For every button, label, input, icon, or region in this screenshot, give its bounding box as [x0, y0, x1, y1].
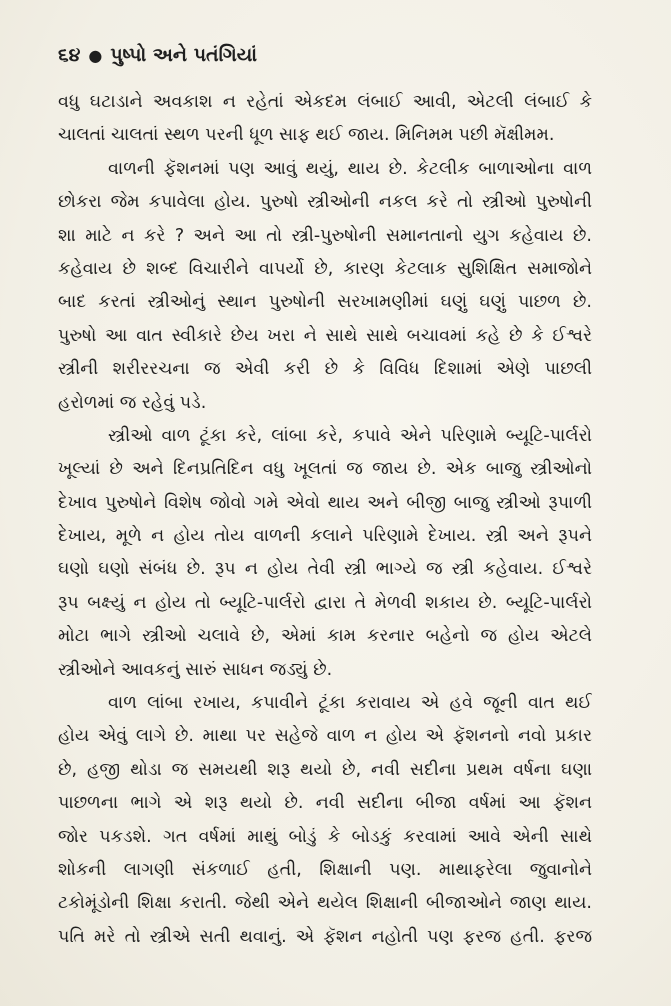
text-line: શા માટે ન કરે ? અને આ તો સ્ત્રી-પુરુષોની સમાનતાનો યુગ કહેવાય છે. — [58, 225, 592, 246]
text-line: હોય એવું લાગે છે. માથા પર સહેજે વાળ ન હોય એ ફૅશનનો નવો પ્રકાર — [58, 726, 592, 747]
page-header — [58, 44, 257, 66]
text-line: પુરુષો આ વાત સ્વીકારે છેય ખરા ને સાથે સાથે બચાવમાં કહે છે કે ઈશ્વરે — [58, 325, 592, 346]
text-line: ખૂલ્યાં છે અને દિનપ્રતિદિન વધુ ખૂલતાં જ જાય છે. એક બાજુ સ્ત્રીઓનો — [58, 459, 592, 480]
text-line: વાળની ફૅશનમાં પણ આવું થયું, થાય છે. કેટલીક બાળાઓના વાળ — [108, 158, 592, 179]
paragraph — [58, 420, 592, 687]
body-text — [58, 86, 592, 954]
text-line: પાછળના ભાગે એ શરૂ થયો છે. નવી સદીના બીજા વર્ષમાં આ ફૅશન — [58, 793, 592, 814]
text-line: દેખાય, મૂળે ન હોય તોય વાળની કલાને પરિણામે દેખાય. સ્ત્રી અને રૂપને — [58, 526, 592, 547]
text-line: શોકની લાગણી સંકળાઈ હતી, શિક્ષાની પણ. માથાફરેલા જુવાનોને — [58, 859, 592, 880]
text-line: ઘણો ઘણો સંબંધ છે. રૂપ ન હોય તેવી સ્ત્રી ભાગ્યે જ સ્ત્રી કહેવાય. ઈશ્વરે — [58, 559, 592, 580]
text-line: છોકરા જેમ કપાવેલા હોય. પુરુષો સ્ત્રીઓની નકલ કરે તો સ્ત્રીઓ પુરુષોની — [58, 192, 592, 213]
text-line: હરોળમાં જ રહેવું પડે. — [58, 392, 207, 413]
text-line: ચાલતાં ચાલતાં સ્થળ પરની ધૂળ સાફ થઈ જાય. મિનિમમ પછી મૅક્ષીમમ. — [58, 125, 555, 146]
page-number: ૬૪ — [58, 44, 81, 66]
text-line: સ્ત્રીની શરીરરચના જ એવી કરી છે કે વિવિધ દિશામાં એણે પાછલી — [58, 359, 592, 380]
text-line: દેખાવ પુરુષોને વિશેષ જોવો ગમે એવો થાય અને બીજી બાજુ સ્ત્રીઓ રૂપાળી — [58, 492, 592, 513]
header-bullet: ● — [88, 46, 103, 65]
text-line: વધુ ઘટાડાને અવકાશ ન રહેતાં એકદમ લંબાઈ આવી, એટલી લંબાઈ કે — [58, 92, 592, 112]
text-line: મોટા ભાગે સ્ત્રીઓ ચલાવે છે, એમાં કામ કરનાર બહેનો જ હોય એટલે — [58, 626, 592, 647]
paragraph — [58, 687, 592, 954]
text-line: કહેવાય છે શબ્દ વિચારીને વાપર્યો છે, કારણ કેટલાક સુશિક્ષિત સમાજોને — [58, 258, 592, 279]
text-line: પતિ મરે તો સ્ત્રીએ સતી થવાનું. એ ફૅશન નહોતી પણ ફરજ હતી. ફરજ — [58, 926, 592, 947]
text-line: ટકોમૂંડોની શિક્ષા કરાતી. જેથી એને થયેલ શિક્ષાની બીજાઓને જાણ થાય. — [58, 893, 592, 914]
text-line: સ્ત્રીઓ વાળ ટૂંકા કરે, લાંબા કરે, કપાવે એને પરિણામે બ્યૂટિ-પાર્લરો — [108, 425, 592, 446]
paragraph — [58, 86, 592, 153]
text-line: રૂપ બક્ષ્યું ન હોય તો બ્યૂટિ-પાર્લરો દ્વારા તે મેળવી શકાય છે. બ્યૂટિ-પાર્લરો — [58, 592, 592, 613]
text-line: સ્ત્રીઓને આવકનું સારું સાધન જડ્યું છે. — [58, 659, 333, 680]
text-line: જોર પકડશે. ગત વર્ષમાં માથું બોડું કે બોડકું કરવામાં આવે એની સાથે — [58, 826, 592, 847]
text-line: બાદ કરતાં સ્ત્રીઓનું સ્થાન પુરુષોની સરખામણીમાં ઘણું ઘણું પાછળ છે. — [58, 292, 592, 313]
paragraph — [58, 153, 592, 420]
book-title: પુષ્પો અને પતંગિયાં — [110, 44, 258, 66]
text-line: વાળ લાંબા રખાય, કપાવીને ટૂંકા કરાવાય એ હવે જૂની વાત થઈ — [108, 693, 592, 714]
text-line: છે, હજી થોડા જ સમયથી શરૂ થયો છે, નવી સદીના પ્રથમ વર્ષના ઘણા — [58, 759, 592, 780]
